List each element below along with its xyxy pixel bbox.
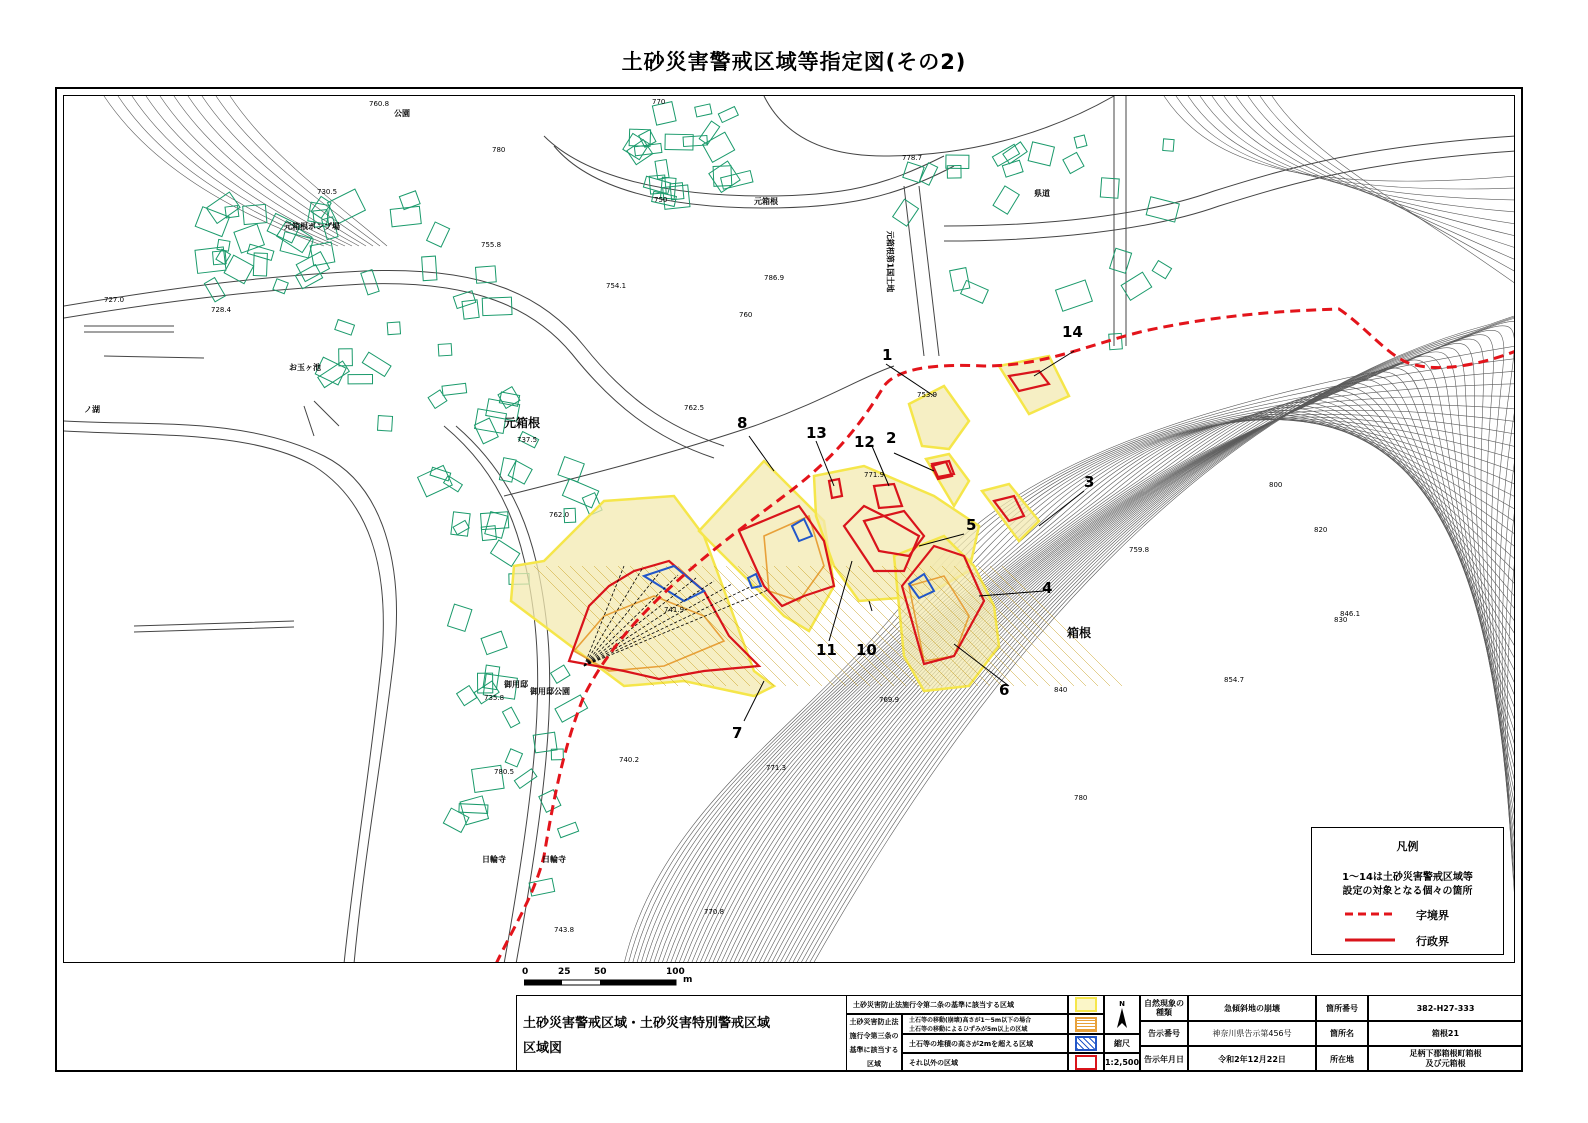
area-number-4[interactable]: 4	[1042, 579, 1053, 597]
building	[1074, 135, 1087, 148]
building	[1163, 139, 1174, 151]
building	[1146, 197, 1179, 222]
swatch-yellow	[1075, 997, 1097, 1012]
lake-shore-inner	[64, 431, 383, 963]
notice-date-value: 令和2年12月22日	[1188, 1046, 1316, 1072]
spot-elevation: 743.8	[554, 926, 575, 934]
building	[558, 822, 579, 837]
building	[462, 300, 479, 319]
lane-3	[919, 186, 939, 356]
building	[533, 732, 557, 753]
zone-yellow-3	[982, 484, 1039, 541]
notice-date-label: 告示年月日	[1140, 1046, 1188, 1072]
contour-line	[1260, 96, 1515, 272]
building	[683, 136, 707, 147]
map-frame[interactable]	[63, 95, 1515, 963]
scale-bar	[518, 967, 708, 993]
site-no-label: 箇所番号	[1316, 995, 1368, 1021]
building	[946, 155, 969, 169]
scale-tick-0: 0	[522, 967, 529, 977]
building	[295, 265, 322, 289]
place-label-hakone: 箱根	[1067, 626, 1092, 640]
phenomenon-value: 急傾斜地の崩壊	[1188, 995, 1316, 1021]
spot-elevation: 780.5	[494, 768, 515, 776]
spot-elevation: 740.2	[619, 756, 640, 764]
spot-elevation: 800	[1269, 481, 1283, 489]
building	[453, 520, 469, 534]
place-label-school: 元箱根第1国土地	[885, 230, 895, 293]
spot-elevation: 754.1	[606, 282, 627, 290]
spot-elevation: 760	[739, 311, 753, 319]
spot-elevation: 771.9	[864, 471, 885, 479]
building	[1152, 261, 1171, 279]
building	[551, 665, 570, 683]
spot-elevation: 820	[1314, 526, 1328, 534]
swatch-orange	[1075, 1017, 1097, 1032]
building	[339, 349, 353, 366]
building	[491, 540, 520, 566]
spot-elevation: 759.8	[1129, 546, 1150, 554]
info-row2-desc-a: 土石等の移動(崩壊)高さが1～5m以下の場合	[909, 1017, 1032, 1024]
building	[1028, 142, 1054, 166]
building	[247, 244, 274, 260]
area-number-11[interactable]: 11	[816, 641, 837, 659]
building	[558, 457, 584, 482]
spot-elevation: 737.5	[517, 436, 538, 444]
spot-elevation: 770.8	[704, 908, 725, 916]
legend-note-1: 1～14は土砂災害警戒区域等	[1342, 872, 1473, 883]
swatch-blue	[1075, 1036, 1097, 1051]
building	[457, 686, 477, 706]
spot-elevation: 786.9	[764, 274, 785, 282]
scale-tick-100: 100	[666, 967, 685, 977]
building	[482, 297, 512, 315]
info-row4-desc: それ以外の区域	[902, 1053, 1068, 1072]
spot-elevation: 762.5	[684, 404, 705, 412]
building	[448, 604, 472, 631]
spot-elevation: 778.7	[902, 154, 923, 162]
contour-line	[1176, 96, 1515, 189]
scale-value: 1:2,500	[1104, 1053, 1140, 1072]
building	[195, 207, 229, 237]
building	[1063, 152, 1084, 173]
north-label: N	[1119, 999, 1125, 1008]
building	[481, 526, 496, 541]
building	[655, 160, 669, 180]
building	[481, 631, 507, 654]
spot-elevation: 830	[1334, 616, 1348, 624]
info-heading-line2: 区域図	[523, 1040, 563, 1056]
info-row2-label-a: 土砂災害防止法	[849, 1018, 899, 1026]
building	[204, 278, 225, 302]
location-value	[1368, 1046, 1523, 1072]
info-heading	[516, 995, 846, 1072]
location-value-2: 及び元箱根	[1425, 1059, 1466, 1068]
spot-elevation: 741.9	[664, 606, 685, 614]
building	[992, 144, 1019, 166]
building	[1002, 160, 1023, 177]
info-heading-line1: 土砂災害警戒区域・土砂災害特別警戒区域	[523, 1015, 771, 1031]
building	[348, 375, 372, 384]
building	[475, 266, 496, 283]
building	[993, 186, 1019, 214]
building	[634, 143, 662, 155]
building	[1110, 248, 1132, 273]
spot-elevation: 780	[492, 146, 506, 154]
place-label-otamagaike: お玉ヶ池	[289, 363, 321, 372]
spot-elevation: 755.8	[481, 241, 502, 249]
spot-elevation: 769.9	[879, 696, 900, 704]
building	[377, 416, 392, 432]
spot-elevation: 735.8	[484, 694, 505, 702]
spot-elevation: 753.9	[917, 391, 938, 399]
main-road-2	[64, 284, 714, 458]
area-number-8[interactable]: 8	[737, 414, 748, 432]
scale-bar-graphic	[524, 978, 684, 988]
location-value-1: 足柄下郡箱根町箱根	[1409, 1049, 1482, 1058]
area-number-3[interactable]: 3	[1084, 473, 1095, 491]
road-top	[764, 96, 1114, 156]
legend	[1311, 827, 1504, 955]
area-number-2[interactable]: 2	[886, 429, 897, 447]
spot-elevation: 846.1	[1340, 610, 1361, 618]
site-no-value: 382-H27-333	[1368, 995, 1523, 1021]
place-label-temple-1: 日輪寺	[482, 855, 506, 864]
info-row3-desc: 土石等の堆積の高さが2mを超える区域	[902, 1034, 1068, 1053]
building	[418, 465, 453, 496]
building	[427, 222, 450, 247]
place-label-no: ノ湖	[84, 405, 100, 414]
building	[460, 796, 488, 825]
place-label-reservoir: 県道	[1034, 189, 1050, 198]
spot-elevation: 762.0	[549, 511, 570, 519]
area-number-5[interactable]: 5	[966, 516, 977, 534]
place-label-motohakone-village: 元箱根	[754, 197, 778, 206]
building	[453, 291, 476, 309]
spot-elevation: 730.5	[317, 188, 338, 196]
swatch-red-cell	[1068, 1053, 1104, 1072]
swatch-yellow-cell	[1068, 995, 1104, 1014]
building	[514, 769, 536, 789]
info-table	[516, 995, 1523, 1072]
legend-title: 凡例	[1396, 840, 1419, 853]
spot-elevation: 727.0	[104, 296, 125, 304]
place-label-koen: 公園	[394, 109, 410, 118]
info-criteria-label	[846, 1014, 902, 1072]
contour-line	[1164, 96, 1515, 181]
notice-no-value: 神奈川県告示第456号	[1188, 1021, 1316, 1046]
spot-elevation: 771.3	[766, 764, 787, 772]
place-label-temple-2: 日輪寺	[542, 855, 566, 864]
info-row2-desc	[902, 1014, 1068, 1034]
scale-label: 縮尺	[1104, 1034, 1140, 1053]
building	[253, 253, 267, 276]
contour-line	[1248, 96, 1515, 260]
building	[718, 107, 738, 123]
building	[502, 707, 519, 728]
map-canvas[interactable]	[64, 96, 1515, 963]
building	[422, 256, 437, 281]
building	[903, 162, 924, 183]
area-number-1[interactable]: 1	[882, 346, 893, 364]
north-arrow-icon	[1117, 1008, 1127, 1030]
contour-line	[1272, 96, 1515, 284]
building	[444, 476, 463, 492]
swatch-blue-cell	[1068, 1034, 1104, 1053]
building	[961, 280, 989, 303]
building	[1100, 178, 1119, 198]
spot-elevation: 780	[1074, 794, 1088, 802]
scale-unit: m	[683, 975, 693, 985]
area-number-13[interactable]: 13	[806, 424, 827, 442]
legend-boundary-label: 字境界	[1416, 909, 1449, 922]
lake-shore	[64, 421, 396, 963]
building	[721, 171, 753, 190]
building	[703, 132, 735, 162]
info-row3-label: 基準に該当する	[849, 1046, 899, 1054]
notice-no-label: 告示番号	[1140, 1021, 1188, 1046]
building	[362, 352, 391, 376]
building	[243, 204, 267, 224]
area-number-6[interactable]: 6	[999, 681, 1010, 699]
spot-elevation: 840	[1054, 686, 1068, 694]
phenomenon-label: 自然現象の種類	[1140, 995, 1188, 1021]
swatch-red	[1075, 1055, 1097, 1070]
building	[505, 749, 522, 767]
building	[335, 320, 355, 336]
area-number-14[interactable]: 14	[1062, 323, 1083, 341]
area-number-7[interactable]: 7	[732, 724, 743, 742]
place-label-pump: 元箱根ポンプ場	[284, 222, 340, 231]
place-label-goyoutei-park: 御用邸公園	[530, 687, 570, 696]
place-label-motohakone: 元箱根	[504, 416, 541, 430]
info-row1-desc: 土砂災害防止法施行令第二条の基準に該当する区域	[846, 995, 1068, 1014]
info-row2-desc-b: 土石等の移動によるひずみが5m以上の区域	[909, 1026, 1028, 1033]
building	[273, 279, 288, 294]
swatch-orange-cell	[1068, 1014, 1104, 1034]
building	[950, 268, 970, 292]
lane-2	[904, 186, 924, 356]
scale-tick-25: 25	[558, 967, 571, 977]
main-road-1	[64, 270, 724, 446]
site-name-value: 箱根21	[1368, 1021, 1523, 1046]
place-label-goyoutei: 御用邸	[504, 680, 528, 689]
scale-tick-50: 50	[594, 967, 607, 977]
building	[695, 104, 712, 117]
area-number-12[interactable]: 12	[854, 433, 875, 451]
building	[428, 390, 447, 408]
area-number-10[interactable]: 10	[856, 641, 877, 659]
legend-admin-label: 行政界	[1416, 935, 1449, 948]
location-label: 所在地	[1316, 1046, 1368, 1072]
building	[947, 166, 961, 179]
spot-elevation: 760.8	[369, 100, 390, 108]
info-row4-label: 区域	[867, 1060, 881, 1068]
building	[442, 383, 467, 395]
building	[206, 192, 240, 223]
building	[1056, 280, 1093, 311]
building	[438, 344, 452, 356]
spot-elevation: 770	[652, 98, 666, 106]
road-east-2	[944, 151, 1515, 241]
info-row2-label-b: 施行令第三条の	[849, 1032, 899, 1040]
spot-elevation: 728.4	[211, 306, 232, 314]
site-name-label: 箇所名	[1316, 1021, 1368, 1046]
north-arrow-cell	[1104, 995, 1140, 1034]
building	[361, 270, 379, 295]
legend-note-2: 設定の対象となる個々の箇所	[1342, 886, 1473, 897]
building	[318, 361, 350, 388]
page-title: 土砂災害警戒区域等指定図(その2)	[621, 50, 967, 74]
building	[387, 322, 400, 335]
road-north	[544, 136, 944, 196]
building	[498, 387, 520, 409]
legend-line-symbols	[1340, 908, 1400, 948]
spot-elevation: 854.7	[1224, 676, 1245, 684]
spot-elevation: 750	[654, 196, 668, 204]
